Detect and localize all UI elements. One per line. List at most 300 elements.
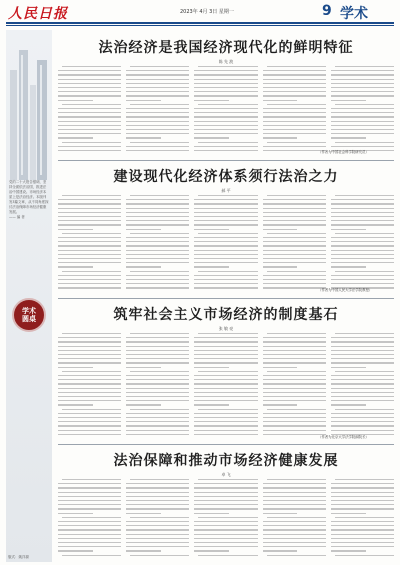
text-line	[263, 421, 326, 422]
text-line	[194, 534, 257, 535]
author-note-2: （作者为中国人民大学法学院教授）	[318, 288, 373, 292]
text-line	[263, 430, 326, 431]
text-line	[331, 121, 394, 122]
text-line	[126, 121, 189, 122]
text-line	[130, 517, 189, 518]
text-line	[331, 492, 394, 493]
text-line	[331, 513, 366, 514]
text-line	[126, 538, 189, 539]
text-line	[331, 87, 394, 88]
text-line	[263, 129, 326, 130]
text-line	[331, 216, 394, 217]
text-line	[58, 337, 121, 338]
text-line	[58, 287, 121, 288]
text-line	[263, 262, 326, 263]
text-line	[263, 546, 326, 547]
text-line	[126, 354, 189, 355]
text-line	[126, 413, 189, 414]
text-line	[194, 87, 257, 88]
author-note-1: （作者为中国社会科学院研究员）	[318, 150, 369, 154]
text-line	[263, 375, 326, 376]
text-line	[194, 275, 257, 276]
text-line	[263, 396, 326, 397]
masthead-rule-thin	[6, 25, 394, 26]
text-line	[263, 404, 298, 405]
text-line	[58, 388, 121, 389]
text-line	[194, 254, 257, 255]
article-4-byline: 卓 飞	[221, 472, 231, 477]
text-line	[263, 79, 326, 80]
text-line	[263, 337, 326, 338]
text-line	[335, 555, 394, 556]
text-line	[58, 496, 121, 497]
text-line	[58, 430, 121, 431]
text-line	[331, 529, 394, 530]
text-line	[194, 266, 229, 267]
text-line	[331, 133, 394, 134]
text-line	[126, 112, 189, 113]
text-line	[194, 137, 229, 138]
text-line	[126, 283, 189, 284]
text-line	[263, 354, 326, 355]
text-line	[194, 392, 257, 393]
text-line	[263, 87, 326, 88]
text-line	[331, 383, 394, 384]
text-line	[263, 121, 326, 122]
text-line	[331, 375, 394, 376]
text-column	[194, 479, 257, 561]
text-line	[331, 283, 394, 284]
text-line	[331, 413, 394, 414]
text-line	[267, 195, 326, 196]
text-line	[58, 400, 121, 401]
text-line	[62, 517, 121, 518]
text-line	[126, 199, 189, 200]
text-line	[263, 279, 326, 280]
text-line	[58, 254, 121, 255]
text-line	[194, 229, 229, 230]
text-line	[126, 83, 189, 84]
text-column	[126, 479, 189, 561]
text-line	[126, 241, 189, 242]
text-line	[194, 425, 257, 426]
text-line	[58, 546, 121, 547]
text-line	[267, 409, 326, 410]
text-line	[126, 504, 189, 505]
text-line	[198, 142, 257, 143]
text-line	[198, 66, 257, 67]
text-line	[335, 271, 394, 272]
text-line	[126, 430, 189, 431]
text-line	[267, 233, 326, 234]
text-line	[331, 203, 394, 204]
text-line	[194, 203, 257, 204]
text-line	[335, 517, 394, 518]
text-line	[126, 279, 189, 280]
text-line	[335, 66, 394, 67]
text-line	[62, 195, 121, 196]
text-line	[198, 233, 257, 234]
text-line	[335, 371, 394, 372]
text-line	[263, 212, 326, 213]
text-line	[331, 129, 394, 130]
text-line	[58, 383, 121, 384]
article-4	[58, 450, 394, 478]
text-column	[58, 333, 121, 441]
text-line	[263, 220, 326, 221]
text-line	[331, 254, 394, 255]
text-line	[331, 483, 394, 484]
text-column	[263, 195, 326, 295]
text-line	[58, 266, 93, 267]
text-line	[331, 341, 394, 342]
text-line	[194, 199, 257, 200]
text-line	[331, 500, 394, 501]
text-line	[263, 137, 298, 138]
text-line	[58, 262, 121, 263]
text-line	[126, 224, 189, 225]
text-line	[62, 66, 121, 67]
text-line	[194, 513, 229, 514]
text-line	[263, 496, 326, 497]
text-line	[126, 129, 189, 130]
text-column	[331, 195, 394, 295]
text-line	[263, 358, 326, 359]
text-line	[263, 487, 326, 488]
text-line	[58, 100, 93, 101]
text-column	[194, 333, 257, 441]
text-line	[58, 508, 121, 509]
text-line	[126, 425, 189, 426]
text-line	[126, 100, 161, 101]
text-line	[331, 100, 366, 101]
text-line	[130, 555, 189, 556]
text-line	[335, 233, 394, 234]
masthead	[0, 0, 400, 22]
text-line	[194, 79, 257, 80]
text-line	[335, 409, 394, 410]
text-line	[194, 413, 257, 414]
text-line	[194, 492, 257, 493]
text-line	[194, 379, 257, 380]
text-line	[126, 212, 189, 213]
text-line	[263, 203, 326, 204]
text-line	[198, 195, 257, 196]
text-line	[58, 379, 121, 380]
text-line	[58, 542, 121, 543]
text-line	[126, 275, 189, 276]
text-line	[130, 271, 189, 272]
article-1-byline: 陈 先 波	[218, 59, 234, 64]
page-number: 9	[322, 3, 332, 19]
text-line	[263, 146, 326, 147]
text-line	[58, 199, 121, 200]
article-4-headline: 法治保障和推动市场经济健康发展	[113, 453, 339, 469]
text-line	[58, 550, 93, 551]
text-column	[126, 195, 189, 295]
text-line	[263, 500, 326, 501]
text-line	[263, 392, 326, 393]
text-line	[58, 279, 121, 280]
text-line	[194, 550, 229, 551]
text-line	[331, 91, 394, 92]
text-line	[263, 125, 326, 126]
text-line	[331, 146, 394, 147]
text-line	[263, 70, 326, 71]
text-line	[58, 116, 121, 117]
text-line	[58, 534, 121, 535]
text-line	[263, 550, 298, 551]
text-line	[58, 483, 121, 484]
text-line	[58, 500, 121, 501]
text-line	[194, 430, 257, 431]
text-line	[126, 529, 189, 530]
text-line	[194, 116, 257, 117]
text-line	[194, 133, 257, 134]
text-line	[58, 354, 121, 355]
editor-intro	[9, 180, 49, 220]
text-line	[126, 496, 189, 497]
article-3-headline: 筑牢社会主义市场经济的制度基石	[113, 307, 339, 323]
text-line	[194, 129, 257, 130]
text-line	[198, 104, 257, 105]
text-line	[263, 400, 326, 401]
text-line	[126, 525, 189, 526]
text-line	[58, 133, 121, 134]
text-line	[126, 383, 189, 384]
text-line	[194, 362, 257, 363]
text-column	[126, 333, 189, 441]
text-line	[331, 266, 366, 267]
text-line	[126, 513, 161, 514]
text-line	[331, 275, 394, 276]
text-line	[130, 409, 189, 410]
text-line	[263, 108, 326, 109]
text-column	[58, 479, 121, 561]
text-line	[58, 425, 121, 426]
text-line	[126, 87, 189, 88]
article-3	[58, 304, 394, 332]
text-line	[263, 542, 326, 543]
text-line	[331, 362, 394, 363]
text-column	[263, 66, 326, 156]
text-line	[58, 229, 93, 230]
text-line	[263, 367, 298, 368]
text-column	[331, 333, 394, 441]
text-line	[263, 224, 326, 225]
text-line	[126, 203, 189, 204]
text-line	[331, 358, 394, 359]
text-line	[263, 350, 326, 351]
text-line	[58, 513, 93, 514]
text-line	[126, 400, 189, 401]
article-1	[58, 37, 394, 65]
text-line	[58, 341, 121, 342]
text-line	[126, 396, 189, 397]
text-line	[62, 371, 121, 372]
text-line	[194, 337, 257, 338]
text-line	[263, 229, 298, 230]
text-line	[194, 70, 257, 71]
text-line	[198, 333, 257, 334]
text-line	[267, 371, 326, 372]
article-2	[58, 166, 394, 194]
text-line	[194, 508, 257, 509]
text-line	[263, 538, 326, 539]
text-line	[198, 271, 257, 272]
text-line	[58, 367, 93, 368]
text-line	[126, 379, 189, 380]
text-line	[331, 224, 394, 225]
text-line	[58, 434, 121, 435]
text-line	[126, 404, 161, 405]
text-line	[58, 70, 121, 71]
text-line	[126, 375, 189, 376]
text-line	[126, 137, 161, 138]
text-line	[263, 413, 326, 414]
text-line	[331, 125, 394, 126]
text-line	[58, 87, 121, 88]
text-line	[58, 79, 121, 80]
text-line	[126, 258, 189, 259]
text-line	[62, 104, 121, 105]
text-line	[126, 254, 189, 255]
text-line	[126, 133, 189, 134]
text-line	[58, 146, 121, 147]
text-line	[263, 362, 326, 363]
text-line	[58, 250, 121, 251]
text-line	[198, 409, 257, 410]
text-line	[331, 241, 394, 242]
text-line	[331, 258, 394, 259]
text-line	[194, 112, 257, 113]
text-line	[194, 287, 257, 288]
text-line	[126, 483, 189, 484]
text-line	[58, 283, 121, 284]
text-line	[263, 237, 326, 238]
text-line	[58, 504, 121, 505]
text-line	[263, 216, 326, 217]
text-line	[62, 142, 121, 143]
text-column	[194, 195, 257, 295]
article-4-body	[58, 479, 394, 561]
text-line	[58, 137, 93, 138]
text-line	[194, 504, 257, 505]
text-line	[331, 95, 394, 96]
article-1-headline: 法治经济是我国经济现代化的鲜明特征	[98, 40, 354, 56]
text-line	[194, 125, 257, 126]
text-line	[126, 546, 189, 547]
text-line	[126, 492, 189, 493]
text-line	[331, 279, 394, 280]
layout-credit: 版式：姚洋源	[8, 555, 29, 559]
article-divider-1	[58, 160, 394, 161]
text-line	[58, 245, 121, 246]
text-line	[58, 112, 121, 113]
text-line	[263, 245, 326, 246]
text-column	[58, 195, 121, 295]
text-line	[58, 91, 121, 92]
text-line	[126, 434, 189, 435]
text-line	[263, 241, 326, 242]
text-line	[331, 417, 394, 418]
text-line	[263, 417, 326, 418]
text-line	[194, 279, 257, 280]
text-line	[130, 66, 189, 67]
text-line	[331, 199, 394, 200]
text-line	[126, 74, 189, 75]
text-line	[58, 258, 121, 259]
text-line	[331, 496, 394, 497]
article-1-body	[58, 66, 394, 156]
text-line	[194, 367, 229, 368]
text-line	[194, 212, 257, 213]
text-line	[58, 74, 121, 75]
article-divider-3	[58, 444, 394, 445]
text-line	[263, 74, 326, 75]
text-line	[194, 241, 257, 242]
text-line	[263, 275, 326, 276]
text-line	[130, 195, 189, 196]
article-2-headline: 建设现代化经济体系须行法治之力	[113, 169, 339, 185]
city-skyline-illustration	[6, 30, 52, 180]
text-line	[194, 258, 257, 259]
text-line	[126, 208, 189, 209]
text-line	[263, 508, 326, 509]
text-line	[331, 229, 366, 230]
text-column	[331, 479, 394, 561]
text-line	[267, 517, 326, 518]
text-line	[335, 195, 394, 196]
text-line	[62, 479, 121, 480]
masthead-rule	[6, 22, 394, 24]
text-line	[194, 346, 257, 347]
text-line	[194, 434, 257, 435]
text-line	[126, 367, 161, 368]
text-line	[331, 262, 394, 263]
text-line	[194, 546, 257, 547]
editor-intro-text: 党的二十大报告强调，坚持全面依法治国，推进法治中国建设。市场经济本质上是法治经济。本版刊发3篇文章，从不同角度探讨法治保障市场经济健康发展。	[9, 180, 49, 214]
text-line	[198, 371, 257, 372]
text-line	[194, 91, 257, 92]
text-line	[58, 150, 121, 151]
text-line	[263, 504, 326, 505]
text-line	[267, 271, 326, 272]
text-line	[126, 287, 189, 288]
text-line	[335, 142, 394, 143]
text-line	[126, 417, 189, 418]
text-line	[126, 346, 189, 347]
text-line	[331, 220, 394, 221]
text-line	[58, 375, 121, 376]
text-line	[130, 479, 189, 480]
text-line	[331, 538, 394, 539]
text-line	[331, 404, 366, 405]
text-line	[331, 137, 366, 138]
text-line	[263, 95, 326, 96]
text-line	[335, 333, 394, 334]
text-line	[58, 346, 121, 347]
text-line	[194, 150, 257, 151]
text-line	[194, 121, 257, 122]
text-line	[126, 392, 189, 393]
text-line	[126, 500, 189, 501]
text-line	[58, 125, 121, 126]
text-line	[126, 150, 189, 151]
text-line	[126, 220, 189, 221]
text-line	[194, 542, 257, 543]
text-line	[331, 534, 394, 535]
